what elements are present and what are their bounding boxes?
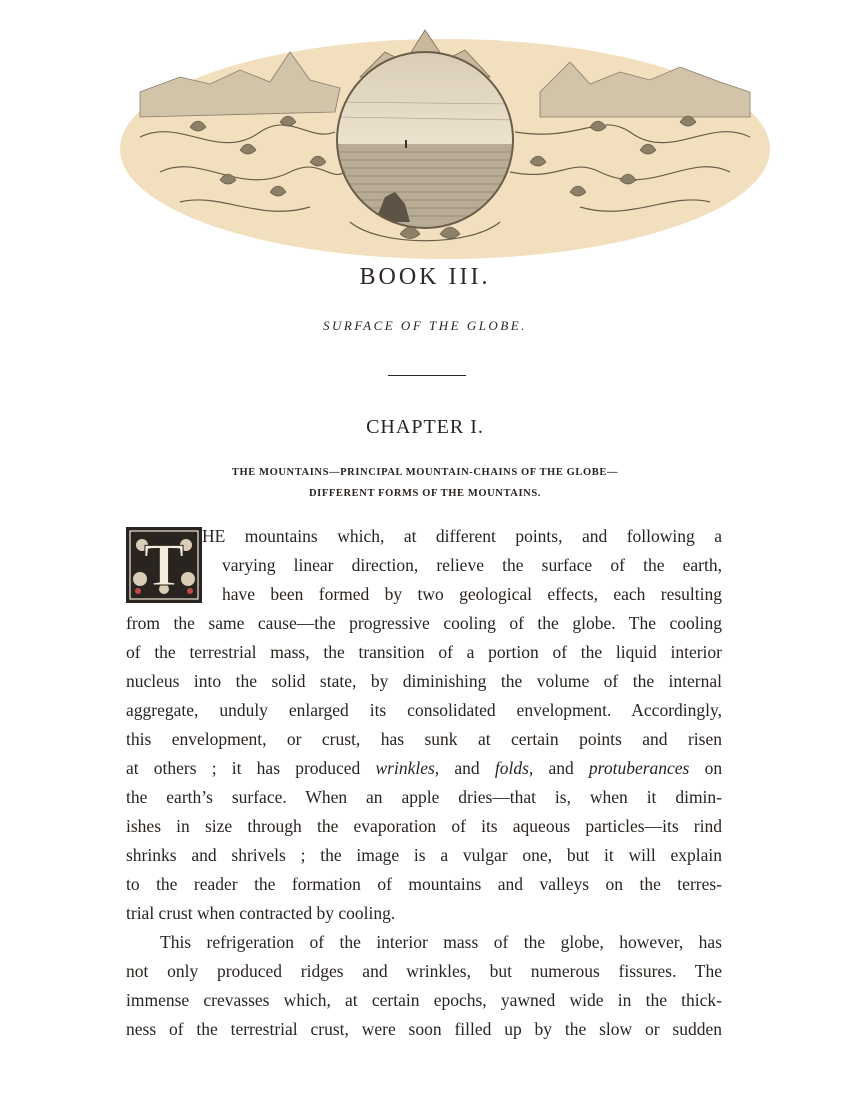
chapter-title: CHAPTER I. bbox=[366, 416, 484, 438]
paragraph-1-line-14: trial crust when contracted by cooling. bbox=[126, 903, 396, 923]
paragraph-1-line-12: shrinks and shrivels ; the image is a vulgar one, but it will explain bbox=[126, 845, 722, 865]
paragraph-1-line-5: of the terrestrial mass, the transition of a portion of the liquid interior bbox=[126, 642, 722, 662]
paragraph-2-line-2: not only produced ridges and wrinkles, but numerous fissures. The bbox=[126, 961, 722, 981]
paragraph-1-line-9: at others ; it has produced wrinkles, and folds, and protuberances on bbox=[126, 758, 723, 778]
paragraph-1-line-6: nucleus into the solid state, by diminishing the volume of the internal bbox=[126, 671, 722, 691]
paragraph-1-line-13: to the reader the formation of mountains and valleys on the terres- bbox=[126, 874, 722, 894]
paragraph-1-line-10: the earth’s surface. When an apple dries—that is, when it dimin- bbox=[126, 787, 722, 807]
chapter-summary-line-1: THE MOUNTAINS—PRINCIPAL MOUNTAIN-CHAINS OF THE GLOBE— bbox=[231, 467, 619, 478]
header-vignette-illustration bbox=[120, 22, 770, 262]
paragraph-1-line-7: aggregate, unduly enlarged its consolidated envelopment. Accordingly, bbox=[126, 700, 722, 720]
paragraph-1-line-4: from the same cause—the progressive cooling of the globe. The cooling bbox=[126, 613, 722, 633]
paragraph-1-line-2: varying linear direction, relieve the surface of the earth, bbox=[222, 555, 722, 575]
paragraph-1-line-1: HE mountains which, at different points, and following a bbox=[202, 526, 722, 546]
drop-cap-ornament bbox=[126, 527, 202, 603]
paragraph-2-line-3: immense crevasses which, at certain epochs, yawned wide in the thick- bbox=[126, 990, 722, 1010]
paragraph-1-line-3: have been formed by two geological effects, each resulting bbox=[222, 584, 722, 604]
drop-cap-letter: T bbox=[143, 532, 185, 598]
paragraph-1-line-11: ishes in size through the evaporation of its aqueous particles—its rind bbox=[126, 816, 722, 836]
paragraph-1-line-8: this envelopment, or crust, has sunk at certain points and risen bbox=[126, 729, 722, 749]
book-title: BOOK III. bbox=[359, 264, 491, 290]
paragraph-2-line-4: ness of the terrestrial crust, were soon filled up by the slow or sudden bbox=[126, 1019, 722, 1039]
paragraph-2-line-1: This refrigeration of the interior mass of the globe, however, has bbox=[160, 932, 722, 952]
section-divider bbox=[388, 375, 466, 376]
book-subtitle: SURFACE OF THE GLOBE. bbox=[323, 318, 527, 333]
chapter-summary-line-2: DIFFERENT FORMS OF THE MOUNTAINS. bbox=[308, 488, 542, 499]
